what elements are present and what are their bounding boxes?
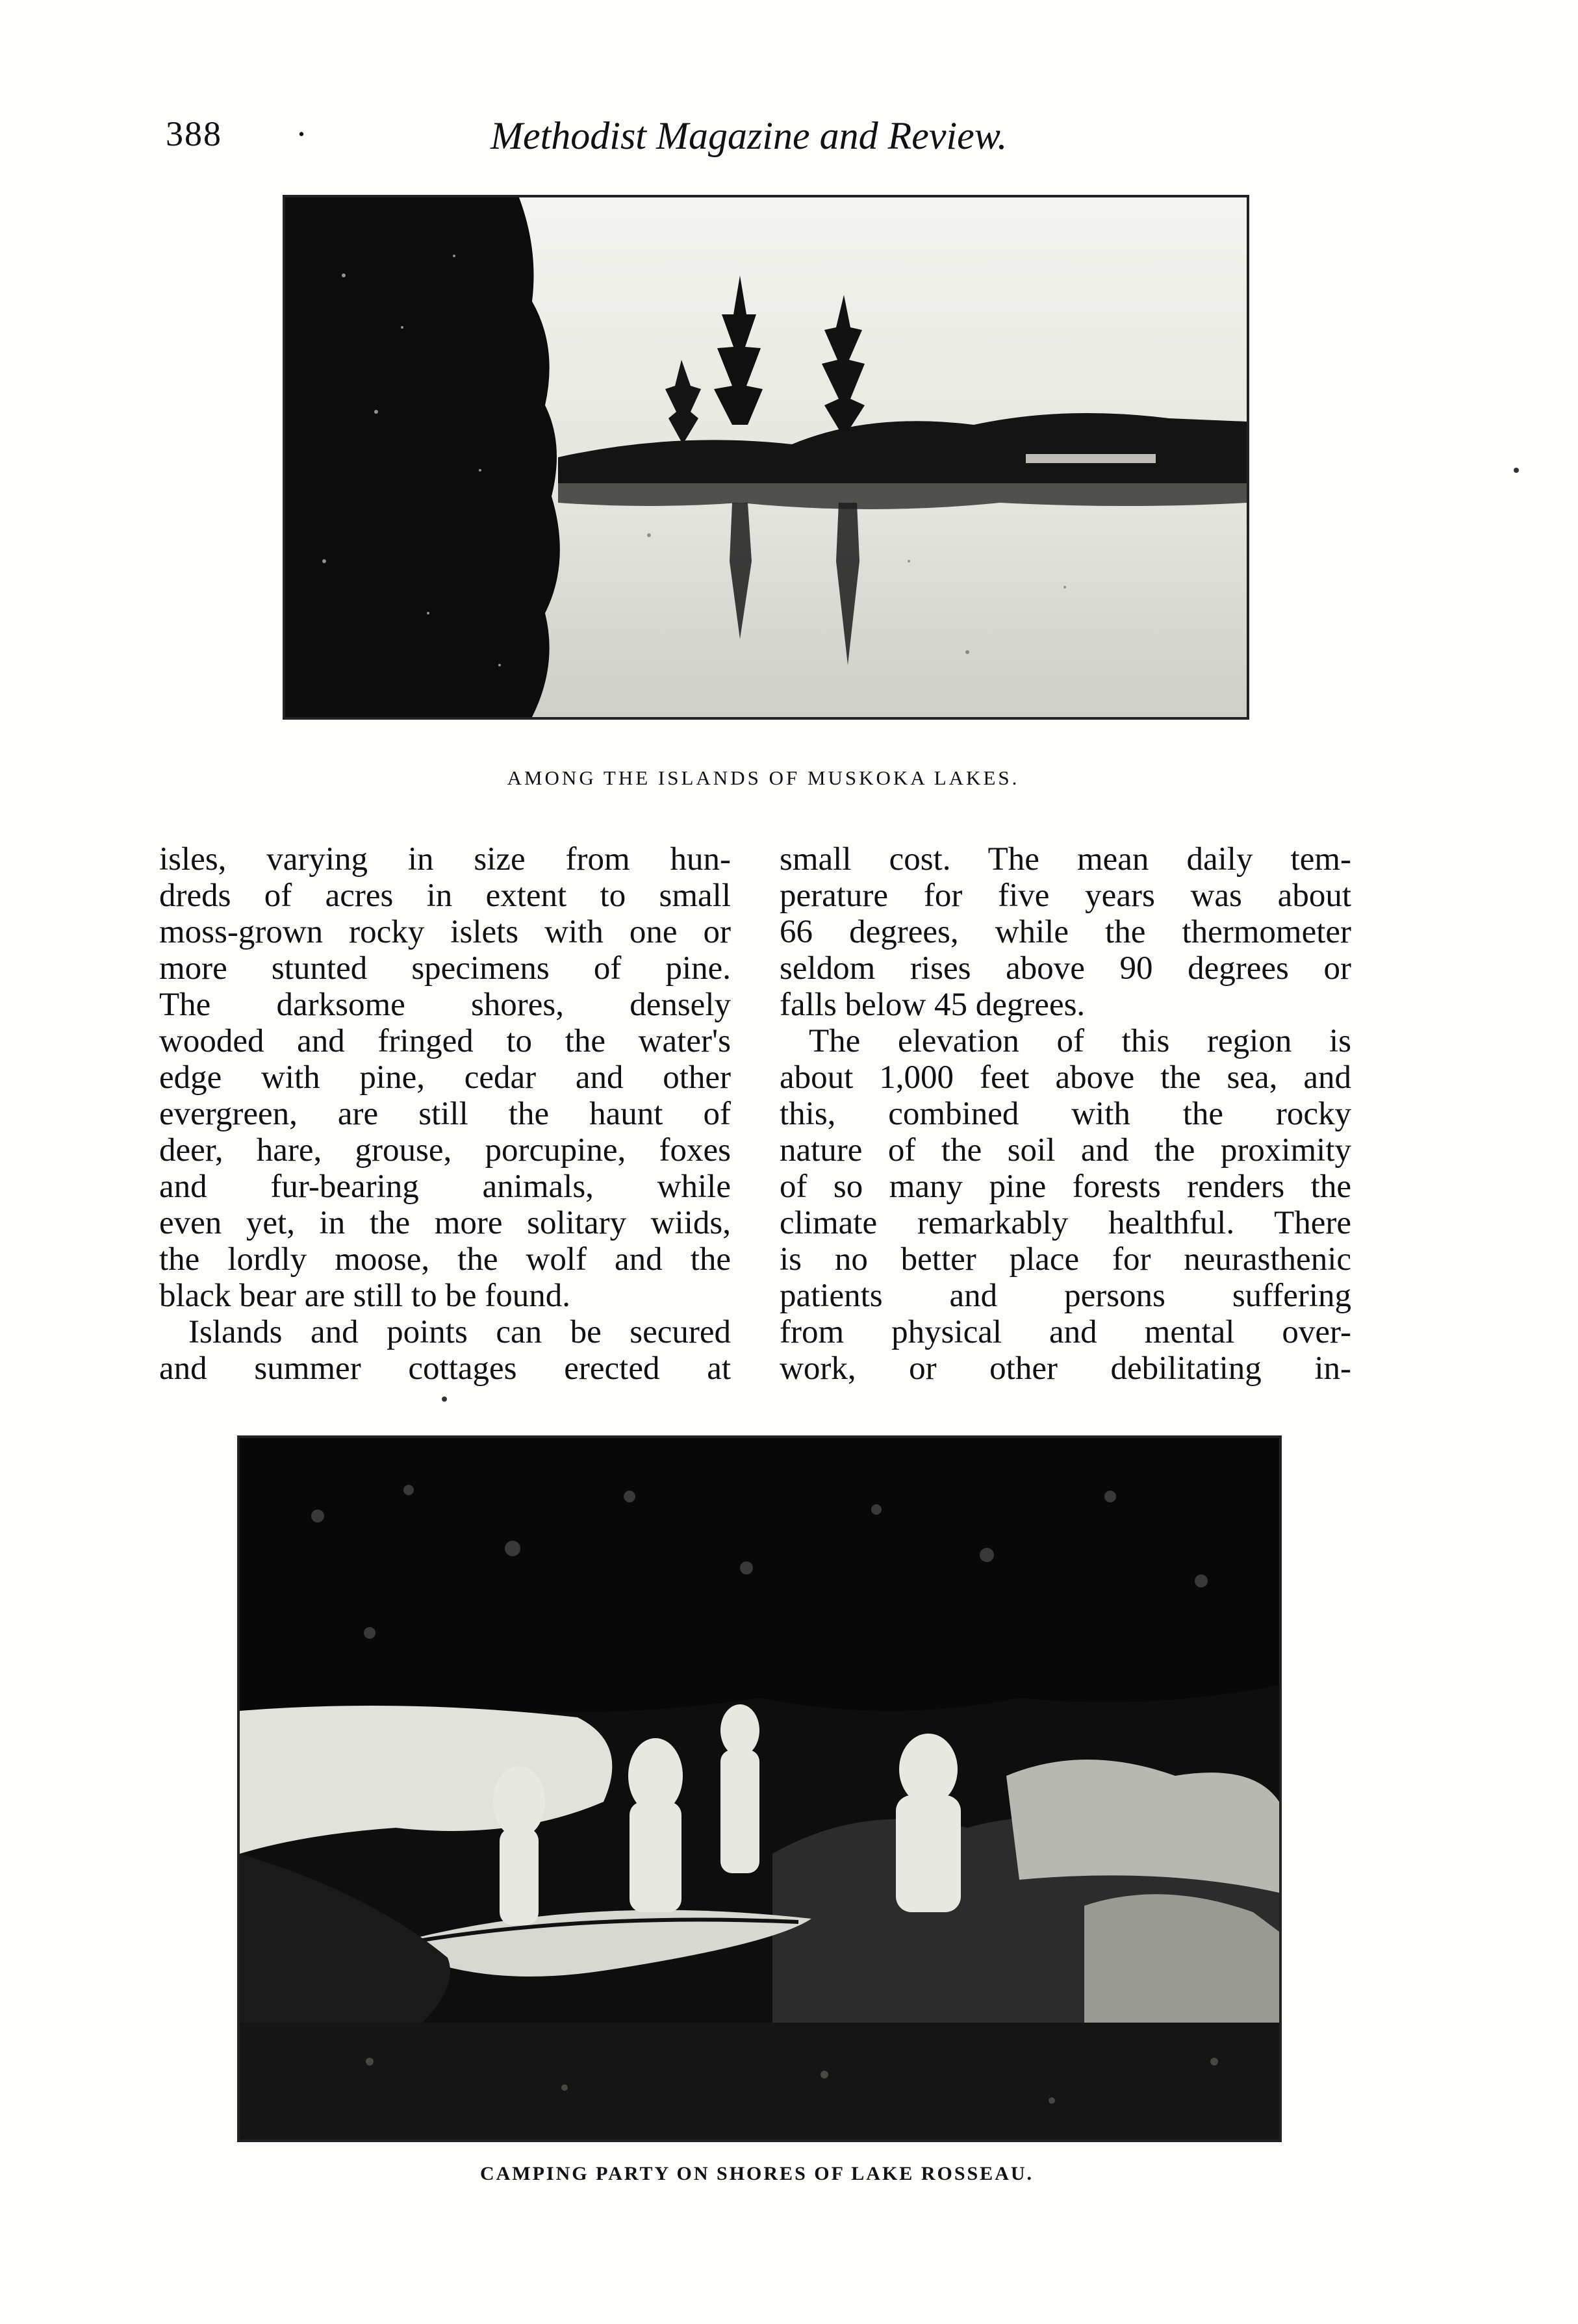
running-header (166, 114, 1075, 166)
text-line: work, or other debilitating in- (780, 1350, 1351, 1387)
text-line: nature of the soil and the proximity (780, 1132, 1351, 1168)
text-line: deer, hare, grouse, porcupine, foxes (159, 1132, 731, 1168)
figure-caption-camping: CAMPING PARTY ON SHORES OF LAKE ROSSEAU. (479, 2163, 1034, 2184)
header-separator: · (296, 114, 307, 153)
text-line: of so many pine forests renders the (780, 1168, 1351, 1205)
text-line: perature for five years was about (780, 878, 1351, 914)
text-line: small cost. The mean daily tem- (780, 841, 1351, 878)
text-column-right (780, 841, 1351, 1387)
text-line: The darksome shores, densely (159, 987, 731, 1023)
figure-caption-muskoka: AMONG THE ISLANDS OF MUSKOKA LAKES. (507, 766, 1020, 789)
text-line: Islands and points can be secured (188, 1314, 731, 1350)
text-line: climate remarkably healthful. There (780, 1205, 1351, 1241)
text-line: and fur-bearing animals, while (159, 1168, 731, 1205)
margin-mark (442, 1396, 447, 1402)
paragraph (780, 1023, 1351, 1387)
text-line: this, combined with the rocky (780, 1096, 1351, 1132)
text-line: more stunted specimens of pine. (159, 950, 731, 987)
text-line: black bear are still to be found. (159, 1278, 571, 1314)
text-line: and summer cottages erected at (159, 1350, 731, 1387)
text-line: is no better place for neurasthenic (780, 1241, 1351, 1278)
text-line: about 1,000 feet above the sea, and (780, 1059, 1351, 1096)
running-title: Methodist Magazine and Review. (490, 114, 1008, 157)
page-number: 388 (166, 114, 222, 153)
margin-mark (1514, 468, 1519, 473)
muskoka-lakes-photo (283, 195, 1249, 720)
text-line: The elevation of this region is (809, 1023, 1351, 1059)
text-line: falls below 45 degrees. (780, 987, 1086, 1023)
camping-party-illustration (240, 1438, 1279, 2140)
text-line: the lordly moose, the wolf and the (159, 1241, 731, 1278)
text-line: 66 degrees, while the thermometer (780, 914, 1351, 950)
text-line: evergreen, are still the haunt of (159, 1096, 731, 1132)
text-line: moss-grown rocky islets with one or (159, 914, 731, 950)
text-line: dreds of acres in extent to small (159, 878, 731, 914)
paragraph (159, 1314, 731, 1387)
text-line: edge with pine, cedar and other (159, 1059, 731, 1096)
paragraph (780, 841, 1351, 1023)
text-line: from physical and mental over- (780, 1314, 1351, 1350)
paragraph (159, 841, 731, 1314)
text-line: even yet, in the more solitary wiids, (159, 1205, 731, 1241)
text-line: wooded and fringed to the water's (159, 1023, 731, 1059)
text-line: seldom rises above 90 degrees or (780, 950, 1351, 987)
lake-islands-illustration (285, 197, 1247, 717)
text-column-left (159, 841, 731, 1387)
text-line: patients and persons suffering (780, 1278, 1351, 1314)
text-line: isles, varying in size from hun- (159, 841, 731, 878)
camping-party-photo (237, 1435, 1282, 2142)
